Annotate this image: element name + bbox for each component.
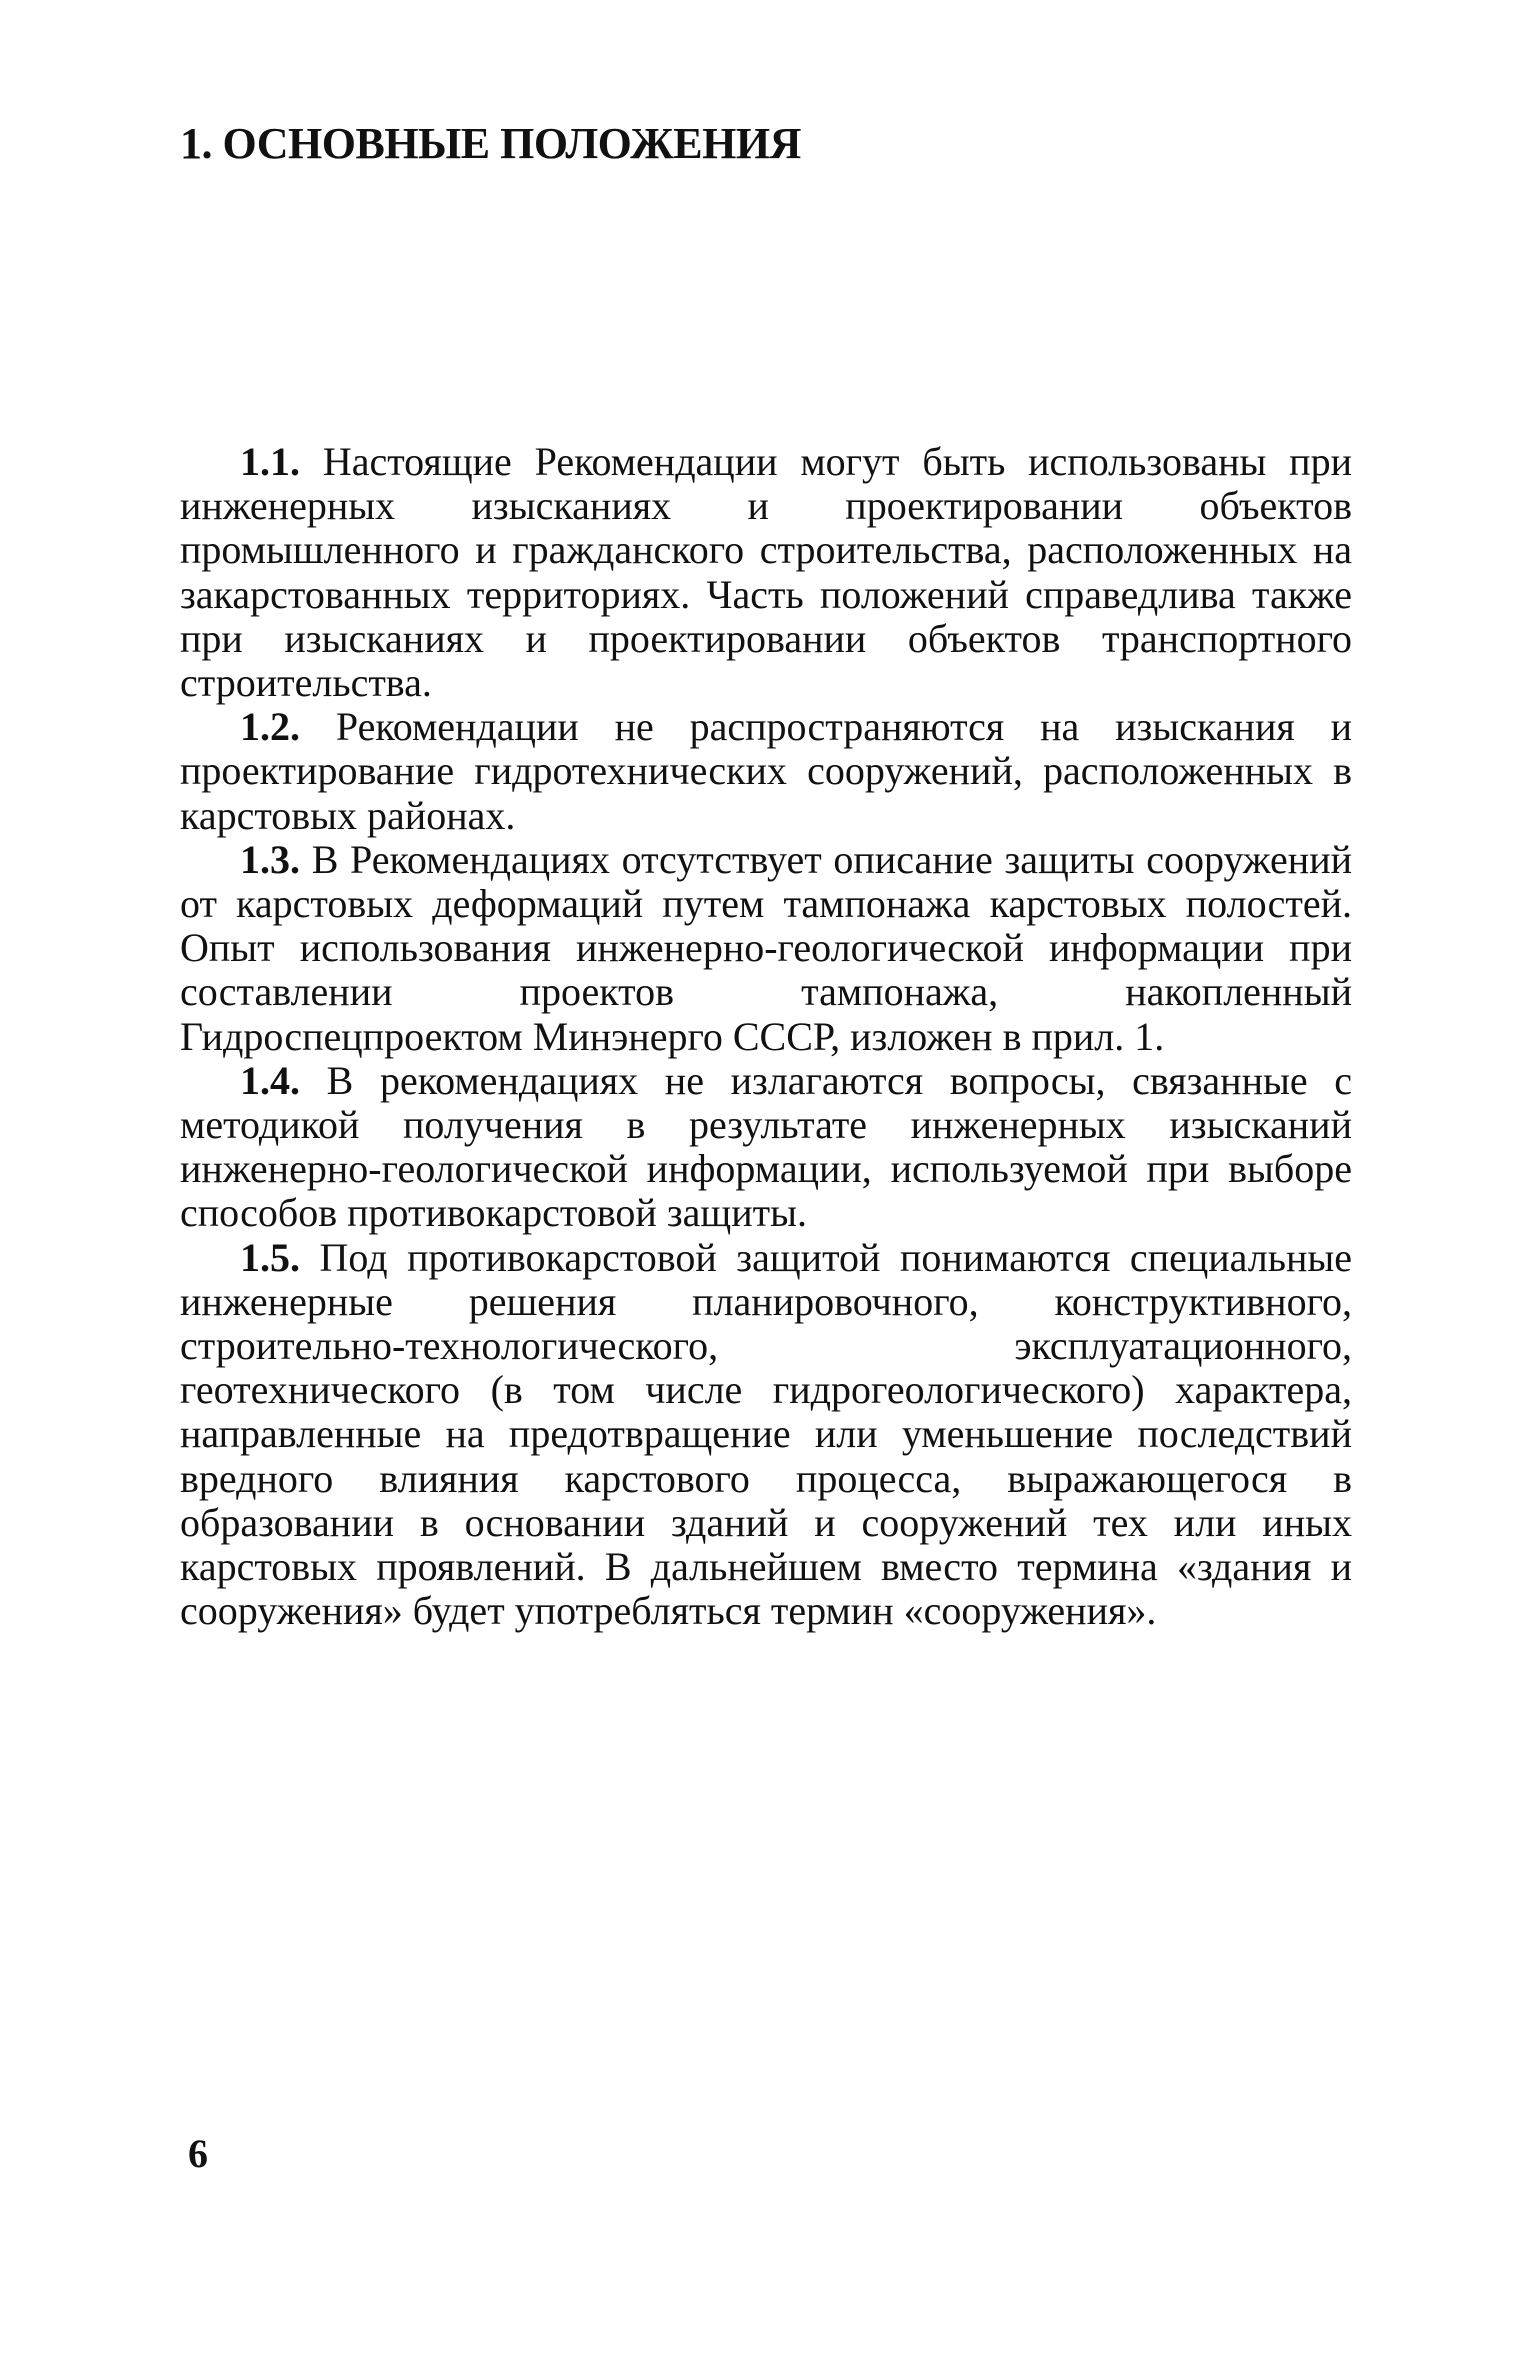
paragraph-1-2	[180, 705, 1352, 838]
paragraph-text: Под противокарстовой защитой понимаются специальные инженерные решения планировочного, конструктивного, строительно-технологического, эксплуатационного, геотехнического (в том числе гидрогеологического) характера, направленные на предотвращение или уменьшение последствий вредного влияния карстового процесса, выражающегося в образовании в основании зданий и сооружений тех или иных карстовых проявлений. В дальнейшем вместо термина «здания и сооружения» будет употребляться термин «сооружения».	[180, 1234, 1353, 1634]
paragraph-text: Рекомендации не распространяются на изыскания и проектирование гидротехнических сооружений, расположенных в карстовых районах.	[180, 704, 1352, 838]
page-number: 6	[188, 2131, 208, 2176]
paragraph-1-4	[180, 1059, 1352, 1236]
paragraph-1-3	[180, 838, 1352, 1059]
paragraph-number: 1.1.	[240, 439, 300, 484]
paragraph-1-5	[180, 1236, 1352, 1634]
paragraph-number: 1.2.	[240, 704, 300, 750]
section-title: 1. ОСНОВНЫЕ ПОЛОЖЕНИЯ	[180, 119, 801, 168]
paragraph-number: 1.5.	[240, 1234, 300, 1280]
paragraph-1-1	[180, 440, 1352, 705]
paragraph-text: В рекомендациях не излагаются вопросы, связанные с методикой получения в результате инженерных изысканий инженерно-геологической информации, используемой при выборе способов противокарстовой защиты.	[180, 1057, 1353, 1236]
paragraph-text: Настоящие Рекомендации могут быть использованы при инженерных изысканиях и проектировании объектов промышленного и гражданского строительства, расположенных на закарстованных территориях. Часть положений справедлива также при изысканиях и проектировании объектов транспортного строительства.	[180, 439, 1352, 706]
body-text	[180, 440, 1352, 1633]
paragraph-number: 1.4.	[240, 1057, 300, 1103]
paragraph-text: В Рекомендациях отсутствует описание защиты сооружений от карстовых деформаций путем тампонажа карстовых полостей. Опыт использования инженерно-геологической информации при составлении проектов тампонажа, накопленный Гидроспецпроектом Минэнерго СССР, изложен в прил. 1.	[180, 836, 1353, 1059]
paragraph-number: 1.3.	[240, 836, 300, 882]
